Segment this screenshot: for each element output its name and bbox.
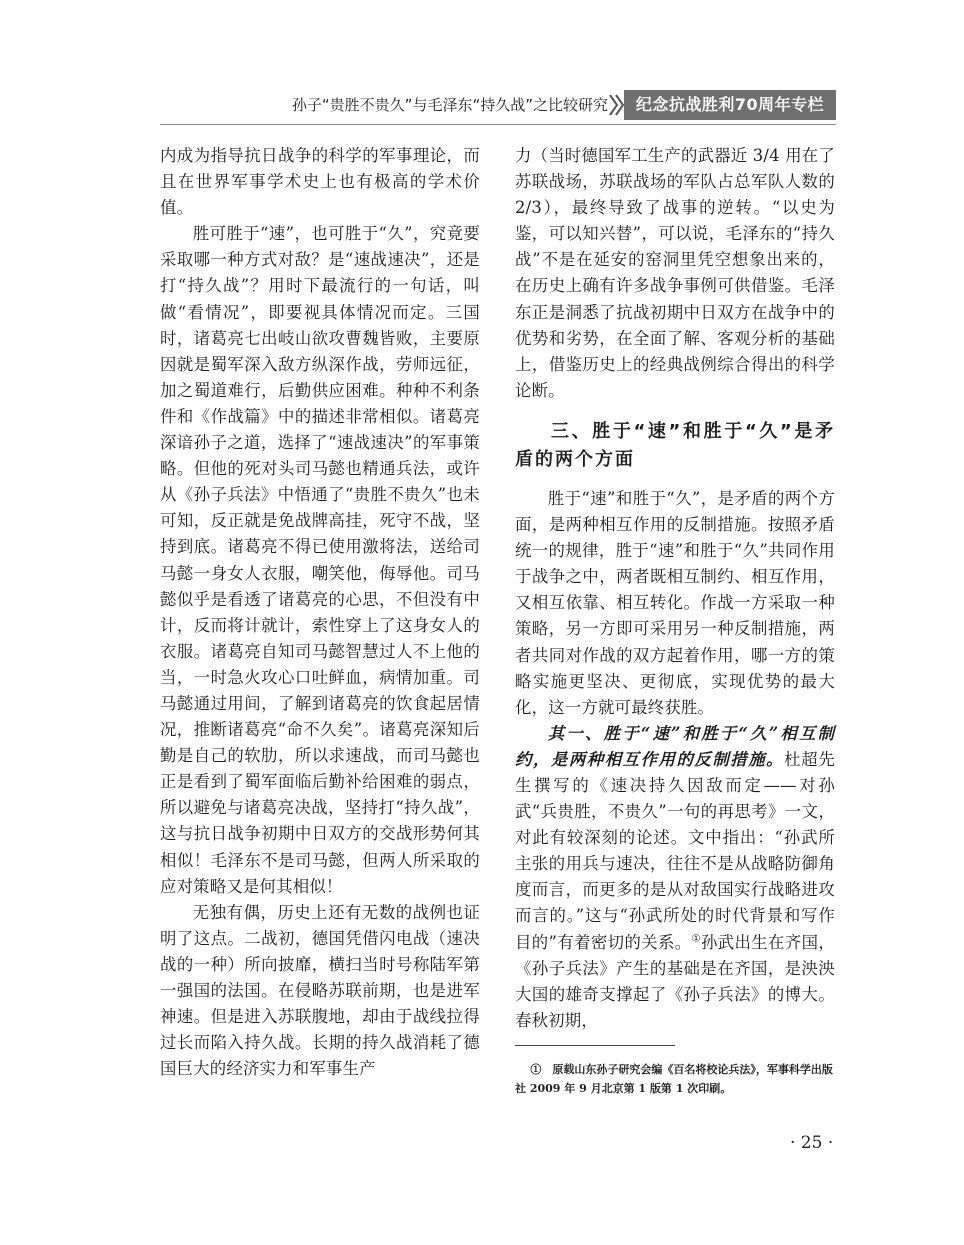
right-column (515, 143, 835, 1034)
paragraph (515, 721, 835, 1034)
article-title: 孙子“贵胜不贵久”与毛泽东“持久战”之比较研究 (291, 96, 608, 114)
paragraph: 胜可胜于“速”，也可胜于“久”，究竟要采取哪一种方式对敌？是“速战速决”，还是打“持久战”？用时下最流行的一句话，叫做“看情况”，即要视具体情况而定。三国时，诸葛亮七出岐山欲攻曹魏皆败，主要原因就是蜀军深入敌方纵深作战，劳师远征，加之蜀道难行，后勤供应困难。种种不利条件和《作战篇》中的描述非常相似。诸葛亮深谙孙子之道，选择了“速战速决”的军事策略。但他的死对头司马懿也精通兵法，或许从《孙子兵法》中悟通了“贵胜不贵久”也未可知，反正就是免战牌高挂，死守不战，坚持到底。诸葛亮不得已使用激将法，送给司马懿一身女人衣服，嘲笑他，侮辱他。司马懿似乎是看透了诸葛亮的心思，不但没有中计，反而将计就计，索性穿上了这身女人的衣服。诸葛亮自知司马懿智慧过人不上他的当，一时急火攻心口吐鲜血，病情加重。司马懿通过用间，了解到诸葛亮的饮食起居情况，推断诸葛亮“命不久矣”。诸葛亮深知后勤是自己的软肋，所以求速战，而司马懿也正是看到了蜀军面临后勤补给困难的弱点，所以避免与诸葛亮决战，坚持打“持久战”，这与抗日战争初期中日双方的交战形势何其相似！毛泽东不是司马懿，但两人所采取的应对策略又是何其相似！ (160, 224, 480, 896)
page-number: · 25 · (790, 1133, 834, 1153)
footnote-marker[interactable]: ① (691, 933, 701, 945)
header-divider (160, 124, 836, 125)
footnote: ① 原载山东孙子研究会编《百名将校论兵法》，军事科学出版社 2009 年 9 月北京第 1 版第 1 次印刷。 (515, 1063, 833, 1095)
footnote-divider (515, 1045, 675, 1046)
paragraph: 无独有偶，历史上还有无数的战例也证明了这点。二战初，德国凭借闪电战（速决战的一种）所向披靡，横扫当时号称陆军第一强国的法国。在侵略苏联前期，也是进军神速。但是进入苏联腹地，却由于战线拉得过长而陷入持久战。长期的持久战消耗了德国巨大的经济实力和军事生产 (160, 902, 480, 1079)
column-banner: 纪念抗战胜利70周年专栏 (624, 90, 836, 120)
paragraph: 内成为指导抗日战争的科学的军事理论，而且在世界军事学术史上也有极高的学术价值。 (160, 146, 480, 218)
paragraph: 胜于“速”和胜于“久”，是矛盾的两个方面，是两种相互作用的反制措施。按照矛盾统一的规律，胜于“速”和胜于“久”共同作用于战争之中，两者既相互制约、相互作用，又相互依靠、相互转化。作战一方采取一种策略，另一方即可采用另一种反制措施，两者共同对作战的双方起着作用，哪一方的策略实施更坚决、更彻底，实现优势的最大化，这一方就可最终获胜。 (515, 488, 835, 717)
section-heading: 三、胜于“速”和胜于“久”是矛盾的两个方面 (515, 420, 835, 470)
paragraph-text: 杜超先生撰写的《速决持久因敌而定——对孙武“兵贵胜，不贵久”一句的再思考》一文，对此有较深刻的论述。文中指出：“孙武所主张的用兵与速决，往往不是从战略防御角度而言，而更多的是从对敌国实行战略进攻而言的。”这与“孙武所处的时代背景和写作目的”有着密切的关系。 (515, 749, 835, 952)
left-column (160, 143, 480, 1082)
running-header (160, 88, 836, 122)
emphasized-lead: 其一、胜于“速”和胜于“久”相互制约，是两种相互作用的反制措施。 (515, 723, 835, 769)
paragraph-text: 孙武出生在齐国，《孙子兵法》产生的基础是在齐国，是泱泱大国的雄奇支撑起了《孙子兵法》的博大。春秋初期， (515, 932, 835, 1030)
paragraph: 力（当时德国军工生产的武器近 3/4 用在了苏联战场，苏联战场的军队占总军队人数的 2/3），最终导致了战事的逆转。“以史为鉴，可以知兴替”，可以说，毛泽东的“持久战”不是在延安的窑洞里凭空想象出来的，在历史上确有许多战争事例可供借鉴。毛泽东正是洞悉了抗战初期中日双方在战争中的优势和劣势，在全面了解、客观分析的基础上，借鉴历史上的经典战例综合得出的科学论断。 (515, 146, 835, 400)
